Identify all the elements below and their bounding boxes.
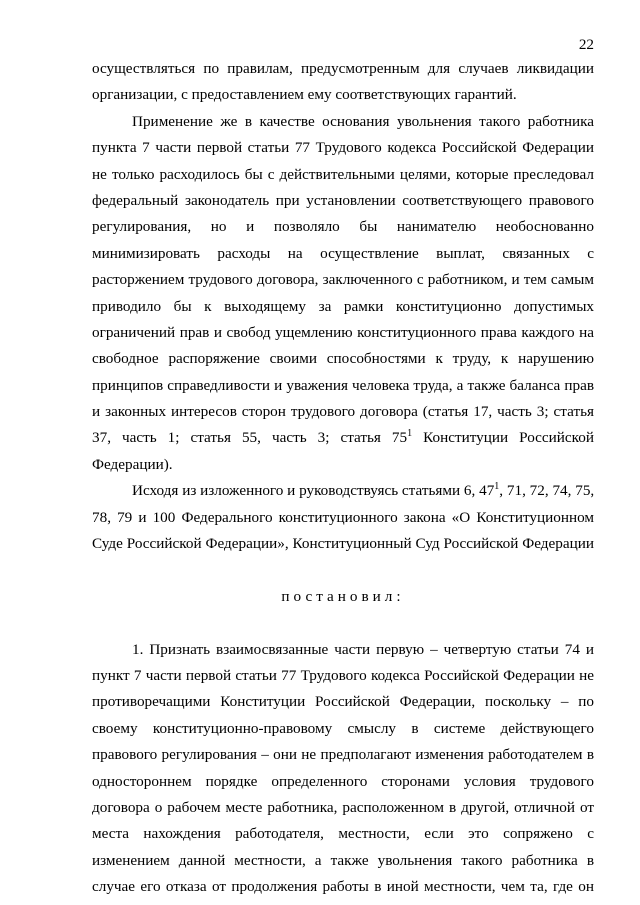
text-line: приводило бы к выходящему за рамки конституционно допустимых [92,297,594,315]
blank-line [92,610,594,636]
text-line: договора о рабочем месте работника, расположенном в другой, отличной от [92,798,594,816]
resolution-heading: постановил: [281,587,405,605]
document-body [92,56,594,901]
text-line: регулирования, но и позволяло бы нанимателю необоснованно [92,218,594,236]
text-line: не только расходилось бы с действительными целями, которые преследовал [92,165,594,183]
text-line: пункта 7 части первой статьи 77 Трудового кодекса Российской Федерации [92,139,594,157]
text-line: свободное распоряжение своими способностями к труду, к нарушению [92,350,594,368]
text-line: одностороннем порядке определенного сторонами условия трудового [92,772,594,790]
text-line: случае его отказа от продолжения работы в иной местности, чем та, где он [92,878,594,896]
text-line [92,478,594,504]
text-line: ограничений прав и свобод ущемлению конституционного права каждого на [92,323,594,341]
text-line: Федерации). [92,455,173,473]
text-line: 1. Признать взаимосвязанные части первую – четвертую статьи 74 и [132,640,594,658]
text-line: и законных интересов сторон трудового договора (статья 17, часть 3; статья [92,403,594,421]
paragraphs-after-heading [92,637,594,901]
superscript: 1 [494,481,500,493]
blank-line [92,557,594,583]
text-line: пункт 7 части первой статьи 77 Трудового кодекса Российской Федерации не [92,666,594,684]
text-line [92,425,594,451]
text-line: изменением данной местности, а также увольнения такого работника в [92,851,594,869]
text-line: расторжением трудового договора, заключенного с работником, и тем самым [92,271,594,289]
text-segment: 37, часть 1; статья 55, часть 3; статья 75 [92,429,408,447]
text-line: своему конституционно-правовому смыслу в системе действующего [92,719,594,737]
text-line: противоречащими Конституции Российской Федерации, поскольку – по [92,693,594,711]
text-line: 78, 79 и 100 Федерального конституционного закона «О Конституционном [92,508,594,526]
text-line: места нахождения работодателя, местности, если это сопряжено с [92,825,594,843]
paragraphs-before-heading [92,56,594,557]
text-line: Применение же в качестве основания увольнения такого работника [132,112,594,130]
text-line: Суде Российской Федерации», Конституционный Суд Российской Федерации [92,535,594,553]
text-line: организации, с предоставлением ему соответствующих гарантий. [92,86,517,104]
text-segment: , 71, 72, 74, 75, [499,482,594,500]
text-line: принципов справедливости и уважения человека труда, а также баланса прав [92,376,594,394]
text-line: минимизировать расходы на осуществление выплат, связанных с [92,244,594,262]
text-line: осуществляться по правилам, предусмотренным для случаев ликвидации [92,60,594,77]
text-segment: Конституции Российской [412,429,594,447]
text-segment: Исходя из изложенного и руководствуясь статьями 6, 47 [132,482,495,500]
text-line: федеральный законодатель при установлении соответствующего правового [92,191,594,209]
page-number: 22 [578,36,594,53]
superscript: 1 [407,428,413,440]
text-line: правового регулирования – они не предполагают изменения работодателем в [92,746,594,764]
